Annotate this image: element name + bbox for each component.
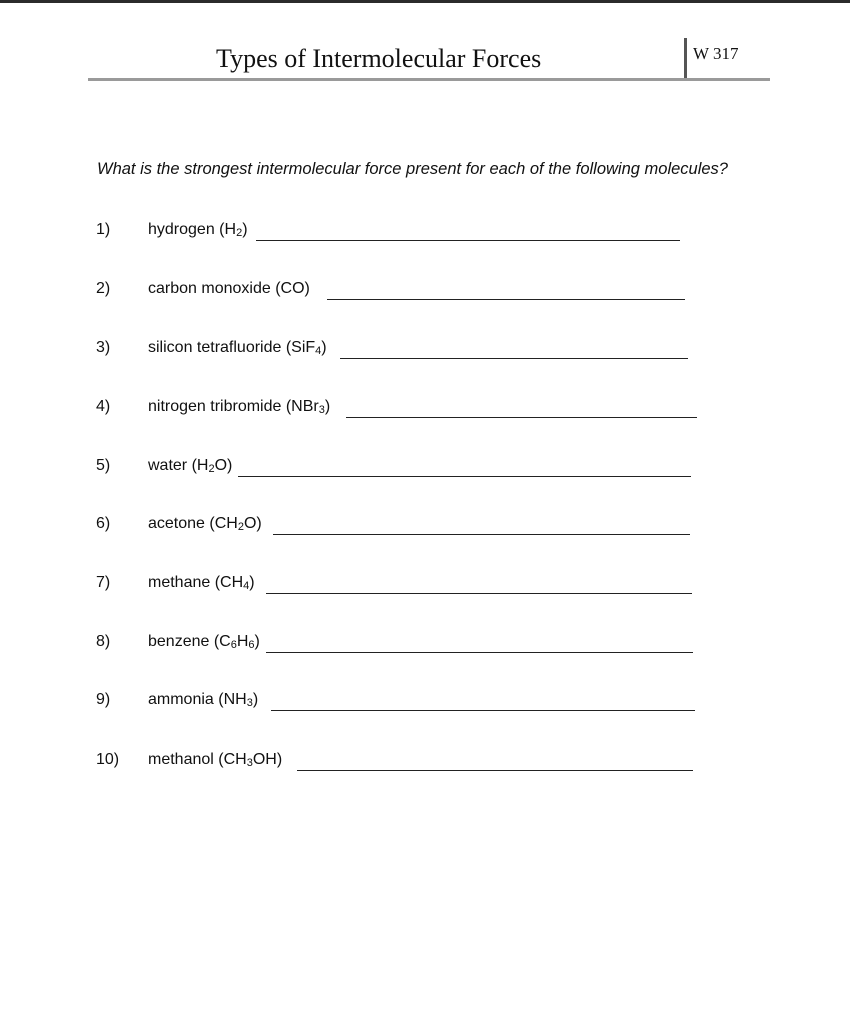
molecule-label: carbon monoxide (CO) (148, 280, 310, 297)
instructions: What is the strongest intermolecular force present for each of the following molecules? (97, 160, 728, 178)
question-number: 3) (96, 339, 111, 356)
answer-blank[interactable] (346, 417, 697, 418)
molecule-label: methanol $(CH_3OH)$ (148, 751, 283, 769)
answer-blank[interactable] (256, 240, 680, 241)
molecule-label: water $(H_2O)$ (148, 457, 233, 475)
question-number: 4) (96, 398, 111, 415)
molecule-label: silicon tetrafluoride (SiF$_4$) (148, 339, 327, 357)
molecule-label: ammonia $(NH_3)$ (148, 691, 259, 709)
question-number: 1) (96, 221, 111, 238)
question-number: 7) (96, 574, 111, 591)
top-border (0, 0, 850, 3)
header-rule (88, 78, 770, 81)
molecule-label: hydrogen $(H_2)$ (148, 221, 248, 239)
question-number: 8) (96, 633, 111, 650)
question-number: 5) (96, 457, 111, 474)
answer-blank[interactable] (340, 358, 688, 359)
answer-blank[interactable] (266, 652, 693, 653)
answer-blank[interactable] (238, 476, 691, 477)
answer-blank[interactable] (327, 299, 685, 300)
question-number: 9) (96, 691, 111, 708)
answer-blank[interactable] (266, 593, 692, 594)
question-number: 6) (96, 515, 111, 532)
question-number: 2) (96, 280, 111, 297)
worksheet-code: W 317 (693, 44, 739, 63)
header-code-divider (684, 38, 687, 81)
worksheet-title: Types of Intermolecular Forces (216, 44, 542, 73)
molecule-label: nitrogen tribromide (NBr$_3$) (148, 398, 331, 416)
answer-blank[interactable] (273, 534, 690, 535)
answer-blank[interactable] (271, 710, 695, 711)
question-number: 10) (96, 751, 120, 768)
molecule-label: acetone $(CH_2O)$ (148, 515, 262, 533)
answer-blank[interactable] (297, 770, 693, 771)
molecule-label: methane $(CH_4)$ (148, 574, 255, 592)
molecule-label: benzene $(C_6H_6)$ (148, 633, 260, 651)
